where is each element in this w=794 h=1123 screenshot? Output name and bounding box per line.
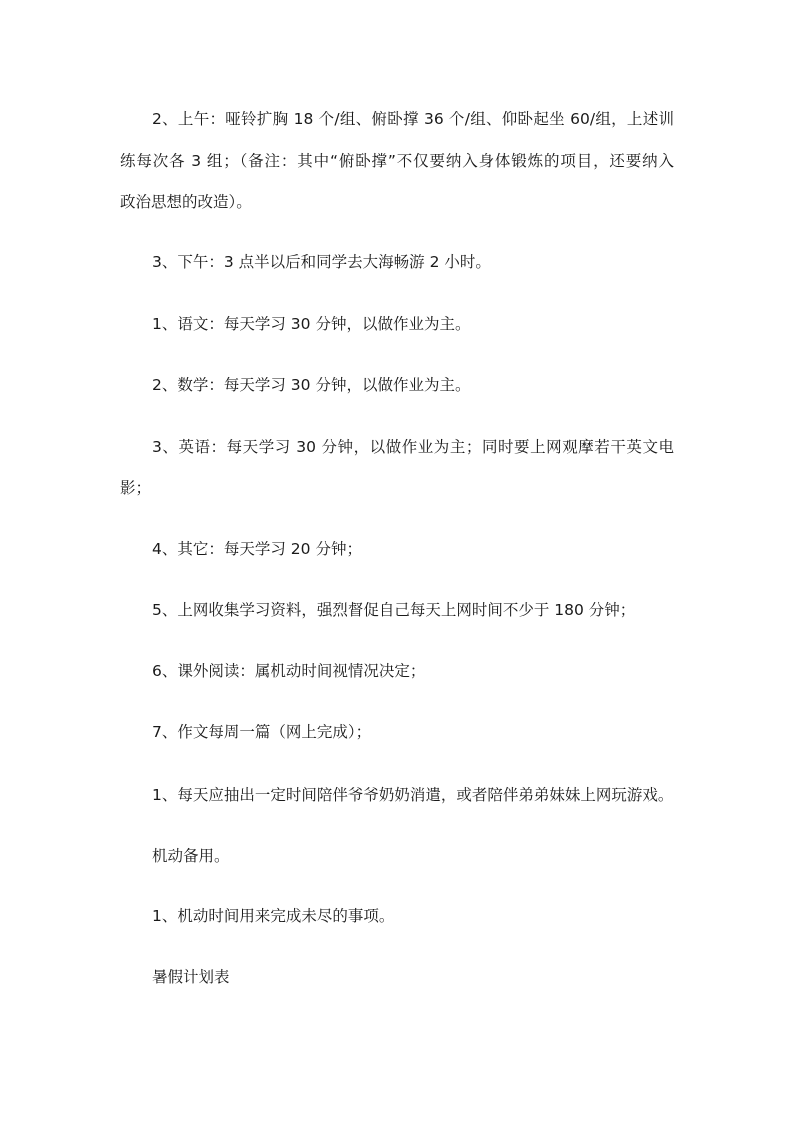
paragraph-10-line-1: 1、每天应抽出一定时间陪伴爷爷奶奶消遣，或者陪伴弟弟妹妹上网玩游戏。	[152, 786, 674, 804]
paragraph-2-line-1: 3、下午：3 点半以后和同学去大海畅游 2 小时。	[152, 253, 491, 271]
paragraph-9-line-1: 7、作文每周一篇（网上完成）；	[152, 723, 372, 741]
paragraph-6-line-1: 4、其它：每天学习 20 分钟；	[152, 540, 362, 558]
section-title: 暑假计划表	[152, 968, 230, 986]
paragraph-8-line-1: 6、课外阅读：属机动时间视情况决定；	[152, 662, 426, 680]
paragraph-5-line-2: 影；	[120, 479, 152, 497]
paragraph-3-line-1: 1、语文：每天学习 30 分钟，以做作业为主。	[152, 315, 471, 333]
paragraph-1-line-2: 练每次各 3 组；（备注：其中“俯卧撑”不仅要纳入身体锻炼的项目，还要纳入	[120, 152, 674, 170]
paragraph-1-line-1: 2、上午：哑铃扩胸 18 个/组、俯卧撑 36 个/组、仰卧起坐 60/组，上述训	[152, 110, 674, 128]
paragraph-11-line-1: 机动备用。	[152, 847, 230, 865]
paragraph-1-line-3: 政治思想的改造）。	[120, 193, 252, 211]
paragraph-7-line-1: 5、上网收集学习资料，强烈督促自己每天上网时间不少于 180 分钟；	[152, 601, 636, 619]
paragraph-5-line-1: 3、英语：每天学习 30 分钟，以做作业为主；同时要上网观摩若干英文电	[152, 438, 674, 456]
paragraph-4-line-1: 2、数学：每天学习 30 分钟，以做作业为主。	[152, 376, 471, 394]
paragraph-12-line-1: 1、机动时间用来完成未尽的事项。	[152, 907, 395, 925]
